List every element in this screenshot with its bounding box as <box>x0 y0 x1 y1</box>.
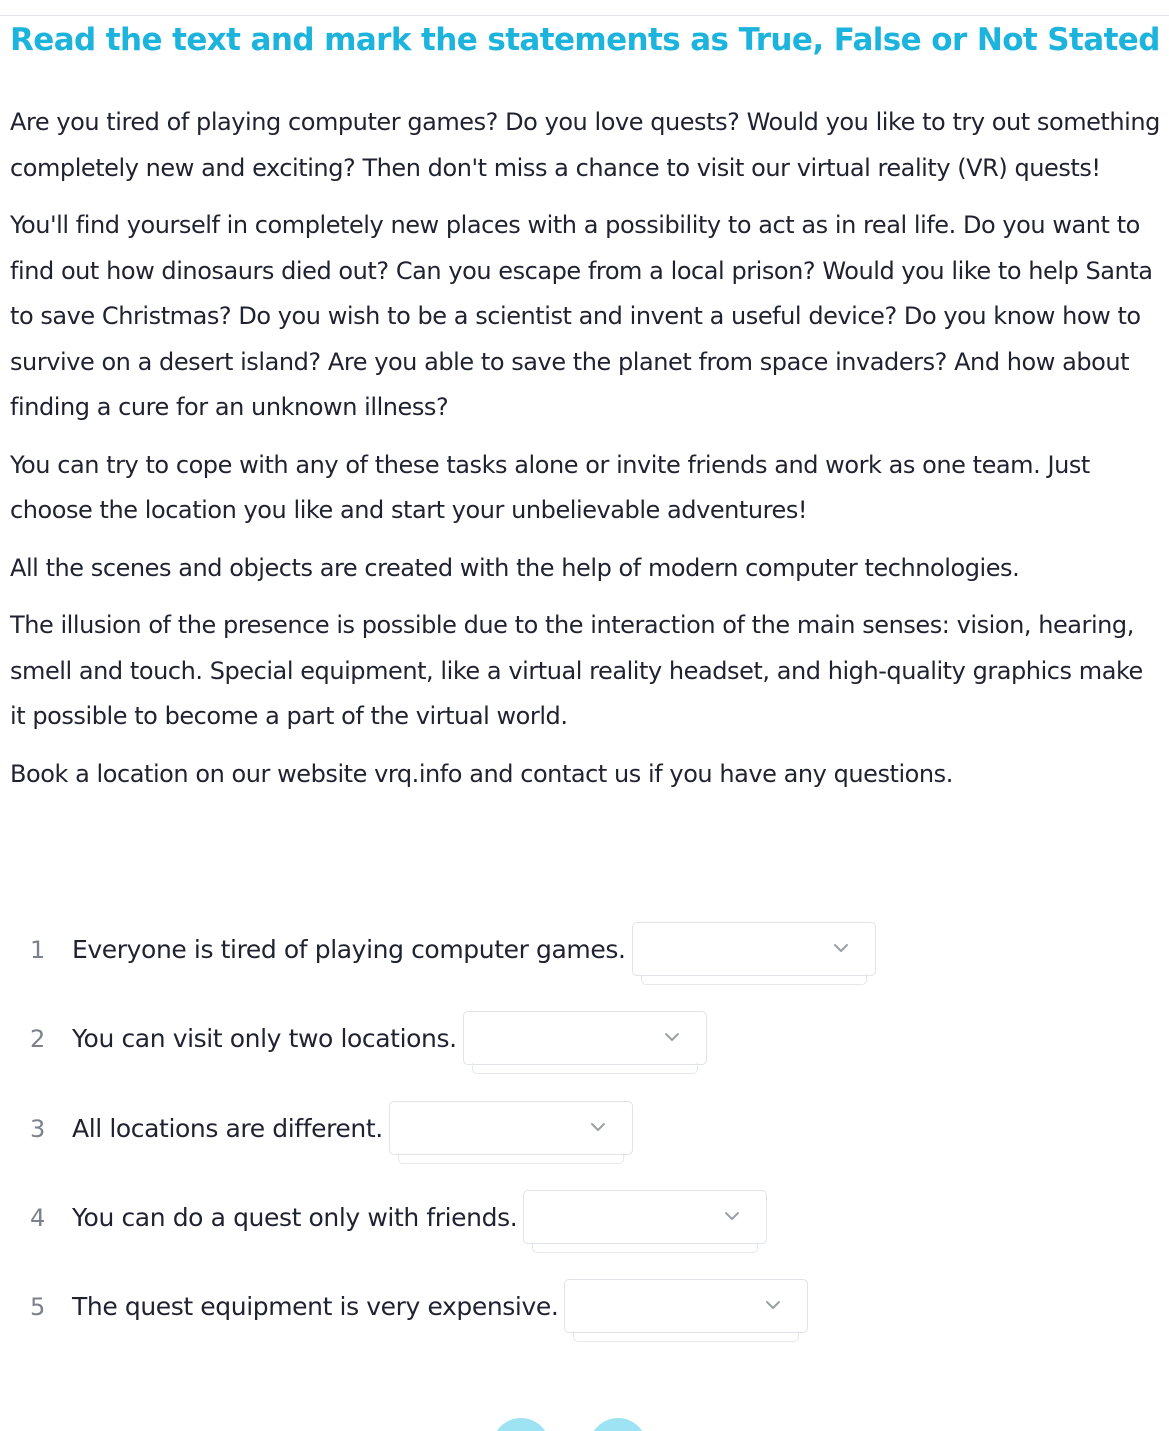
statement-text: You can do a quest only with friends. <box>72 1202 518 1232</box>
statement-number: 3 <box>30 1114 46 1143</box>
passage-paragraph: You can try to cope with any of these tasks alone or invite friends and work as one team. Just choose the location you like and start your unbelievable adventures! <box>10 450 1090 524</box>
statement-row <box>0 1009 1169 1098</box>
statement-number: 2 <box>30 1025 46 1054</box>
reading-passage <box>10 100 1160 809</box>
statement-text: All locations are different. <box>72 1113 383 1143</box>
answer-dropdown[interactable] <box>632 922 876 976</box>
statement-number: 5 <box>30 1293 46 1322</box>
exercise-title: Read the text and mark the statements as True, False or Not Stated <box>10 22 1160 58</box>
statement-number: 4 <box>30 1203 46 1232</box>
top-divider <box>0 15 1169 16</box>
passage-paragraph: Book a location on our website vrq.info and contact us if you have any questions. <box>10 759 953 788</box>
statement-row <box>0 1099 1169 1188</box>
statement-row <box>0 920 1169 1009</box>
chevron-down-icon <box>724 1208 740 1224</box>
chevron-down-icon <box>765 1297 781 1313</box>
statement-number: 1 <box>30 936 46 964</box>
chevron-down-icon <box>664 1029 680 1045</box>
nav-button[interactable] <box>492 1418 550 1431</box>
statement-text: The quest equipment is very expensive. <box>72 1292 559 1322</box>
statement-text: You can visit only two locations. <box>72 1024 457 1054</box>
statement-row <box>0 1277 1169 1366</box>
nav-button[interactable] <box>589 1418 647 1431</box>
answer-dropdown[interactable] <box>463 1011 707 1065</box>
answer-dropdown[interactable] <box>523 1190 767 1244</box>
passage-paragraph: All the scenes and objects are created with the help of modern computer technologies. <box>10 553 1020 582</box>
passage-paragraph: You'll find yourself in completely new places with a possibility to act as in real life. Do you want to find out how dinosaurs died out? Can you escape from a local prison? Would you like to help Santa to save Christmas? Do you wish to be a scientist and invent a useful device? Do you know how to survive on a desert island? Are you able to save the planet from space invaders? And how about finding a cure for an unknown illness? <box>10 211 1153 421</box>
statement-text: Everyone is tired of playing computer games. <box>72 935 626 964</box>
answer-dropdown[interactable] <box>389 1101 633 1155</box>
chevron-down-icon <box>590 1119 606 1135</box>
chevron-down-icon <box>833 940 849 956</box>
passage-paragraph: The illusion of the presence is possible due to the interaction of the main senses: vision, hearing, smell and touch. Special equipment, like a virtual reality headset, and high-quality graphics make it possible to become a part of the virtual world. <box>10 611 1143 730</box>
statement-row <box>0 1188 1169 1277</box>
statement-list <box>0 920 1169 1366</box>
passage-paragraph: Are you tired of playing computer games? Do you love quests? Would you like to try out something completely new and exciting? Then don't miss a chance to visit our virtual reality (VR) quests! <box>10 108 1160 182</box>
answer-dropdown[interactable] <box>564 1279 808 1333</box>
